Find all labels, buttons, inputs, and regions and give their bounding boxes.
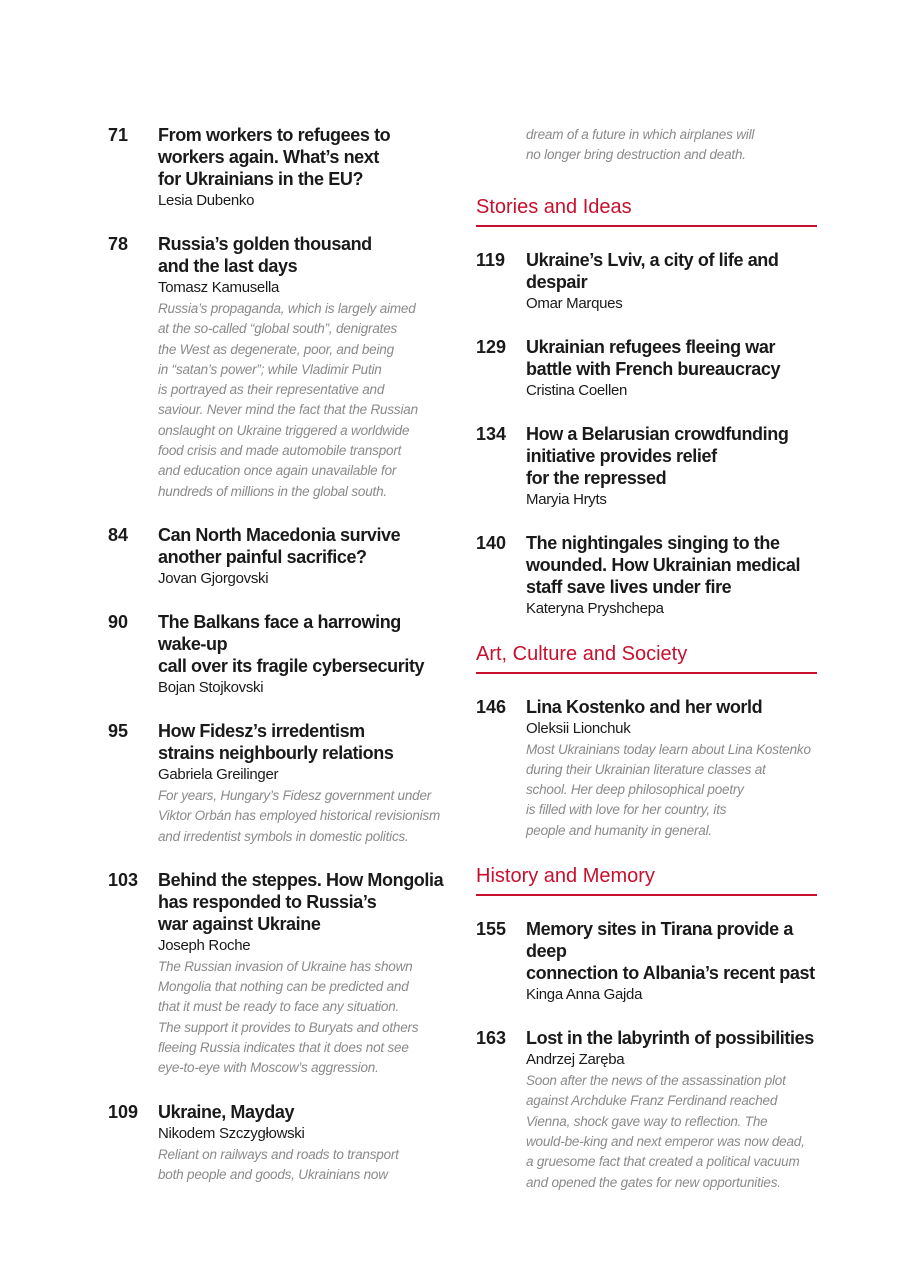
right-column (476, 124, 821, 1215)
author-name: Cristina Coellen (526, 381, 628, 399)
entry-body (158, 1101, 453, 1186)
continued-description: dream of a future in which airplanes will no longer bring destruction and death. (526, 127, 755, 163)
toc-entry[interactable] (476, 532, 821, 619)
page-number: 119 (476, 249, 506, 270)
entry-body (158, 720, 453, 847)
article-description: Soon after the news of the assassination plot against Archduke Franz Ferdinand reached Vienna, shock gave way to reflection. The would-be-king and next emperor was now dead, a gruesome fact that created a political vacuum and opened the gates for new opportunities. (526, 1073, 805, 1190)
toc-entry[interactable] (108, 720, 453, 847)
entry-body (158, 233, 453, 502)
entry-body (158, 869, 453, 1079)
author-name: Gabriela Greilinger (158, 765, 279, 783)
page-number: 103 (108, 869, 139, 890)
entry-body (526, 918, 821, 1005)
entry-body (158, 524, 453, 589)
author-name: Maryia Hryts (526, 490, 607, 508)
author-name: Kateryna Pryshchepa (526, 599, 664, 617)
article-description: Russia’s propaganda, which is largely aimed at the so-called “global south”, denigrates the West as degenerate, poor, and being in “satan’s power”; while Vladimir Putin is portrayed as their representative and saviour. Never mind the fact that the Russian onslaught on Ukraine triggered a worldwide food crisis and made automobile transport and education once again unavailable for hundreds of millions in the global south. (158, 301, 418, 499)
page-number: 90 (108, 611, 129, 632)
page-number: 129 (476, 336, 507, 357)
author-name: Kinga Anna Gajda (526, 986, 643, 1004)
toc-entry[interactable] (476, 423, 821, 510)
article-title: Can North Macedonia survive another painful sacrifice? (158, 524, 401, 567)
page-number: 84 (108, 524, 129, 545)
page-number: 146 (476, 696, 507, 717)
article-title: Ukrainian refugees fleeing war battle with French bureaucracy (526, 336, 781, 379)
entry-body (158, 611, 453, 698)
article-title: From workers to refugees to workers again. What’s next for Ukrainians in the EU? (158, 125, 391, 189)
page-number: 109 (108, 1101, 139, 1122)
article-title: Behind the steppes. How Mongolia has responded to Russia’s war against Ukraine (158, 869, 444, 934)
toc-entry[interactable] (108, 611, 453, 698)
article-description: For years, Hungary’s Fidesz government under Viktor Orbán has employed historical revisionism and irredentist symbols in domestic politics. (158, 787, 441, 844)
section-heading: Stories and Ideas (476, 194, 817, 227)
toc-entry[interactable] (108, 524, 453, 589)
entry-body (526, 249, 821, 314)
author-name: Oleksii Lionchuk (526, 719, 631, 737)
article-title: Ukraine, Mayday (158, 1101, 295, 1122)
article-description: Reliant on railways and roads to transport both people and goods, Ukrainians now (158, 1146, 399, 1182)
toc-entry[interactable] (108, 124, 453, 211)
article-title: How a Belarusian crowdfunding initiative provides relief for the repressed (526, 423, 789, 488)
author-name: Omar Marques (526, 294, 623, 312)
entry-body (526, 532, 821, 619)
entry-body (526, 1027, 821, 1193)
entry-body (526, 696, 821, 841)
left-column (108, 124, 453, 1207)
author-name: Andrzej Zaręba (526, 1051, 625, 1069)
page-number: 155 (476, 919, 507, 940)
article-description: The Russian invasion of Ukraine has shown Mongolia that nothing can be predicted and that it must be ready to face any situation. The support it provides to Buryats and others fleeing Russia indicates that it does not see eye-to-eye with Moscow’s aggression. (158, 958, 419, 1076)
entry-body (526, 336, 821, 401)
toc-entry[interactable] (476, 249, 821, 314)
article-title: The nightingales singing to the wounded. How Ukrainian medical staff save lives under fire (526, 532, 801, 597)
page-number: 163 (476, 1028, 507, 1049)
article-title: Lina Kostenko and her world (526, 696, 763, 717)
article-title: Lost in the labyrinth of possibilities (526, 1028, 814, 1049)
article-title: Memory sites in Tirana provide a deep connection to Albania’s recent past (526, 919, 815, 984)
entry-body (526, 423, 821, 510)
toc-entry[interactable] (476, 696, 821, 841)
toc-entry[interactable] (476, 336, 821, 401)
page-number: 78 (108, 234, 129, 254)
author-name: Tomasz Kamusella (158, 279, 280, 296)
page-number: 71 (108, 125, 129, 145)
toc-entry[interactable] (108, 1101, 453, 1186)
toc-entry[interactable] (108, 869, 453, 1079)
page-number: 140 (476, 532, 507, 553)
section-heading: Art, Culture and Society (476, 641, 817, 674)
section-heading: History and Memory (476, 863, 817, 896)
author-name: Jovan Gjorgovski (158, 569, 269, 587)
author-name: Bojan Stojkovski (158, 678, 264, 696)
toc-entry[interactable] (108, 233, 453, 502)
article-title: How Fidesz’s irredentism strains neighbourly relations (158, 720, 394, 763)
page-number: 134 (476, 423, 507, 444)
toc-entry[interactable] (476, 918, 821, 1005)
article-title: Russia’s golden thousand and the last days (158, 234, 372, 276)
toc-entry[interactable] (476, 1027, 821, 1193)
article-title: The Balkans face a harrowing wake-up call over its fragile cybersecurity (158, 611, 425, 676)
page-number: 95 (108, 720, 129, 741)
author-name: Lesia Dubenko (158, 192, 255, 209)
author-name: Nikodem Szczygłowski (158, 1124, 305, 1142)
article-description: Most Ukrainians today learn about Lina Kostenko during their Ukrainian literature classes at school. Her deep philosophical poetry is filled with love for her country, its people and humanity in general. (526, 741, 811, 838)
author-name: Joseph Roche (158, 936, 251, 954)
entry-body (158, 124, 453, 211)
article-title: Ukraine’s Lviv, a city of life and despair (526, 249, 779, 292)
